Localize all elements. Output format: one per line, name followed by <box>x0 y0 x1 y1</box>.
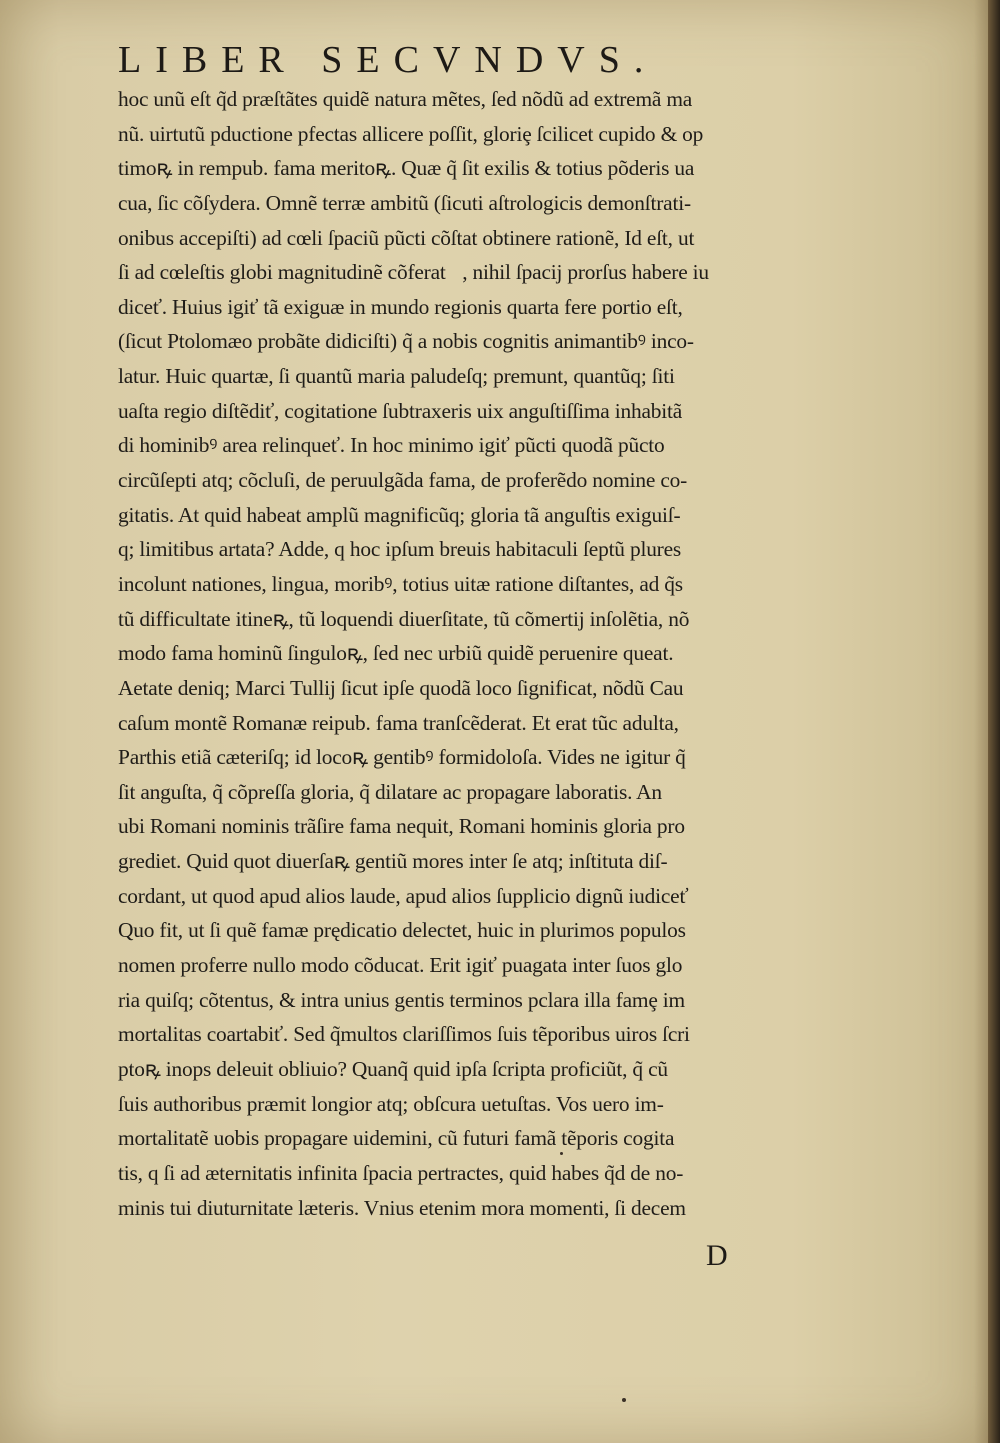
running-head: LIBER SECVNDVS. <box>118 39 658 81</box>
text-line-10: uaſta regio diſtẽdiť, cogitatione ſubtraxeris uix anguſtiſſima inhabitã <box>118 398 683 423</box>
text-line-31: mortalitatẽ uobis propagare uidemini, cũ futuri famã tẽporis cogita <box>118 1126 675 1151</box>
text-line-20: Parthis etiã cæteriſq; id locoꝶ gentibꝰ formidoloſa. Vides ne igitur q̃ <box>118 745 686 770</box>
text-line-7: diceť. Huius igiť tã exiguæ in mundo regionis quarta fere portio eſt, <box>118 294 683 319</box>
text-line-29: ptoꝶ inops deleuit obliuio? Quanq̃ quid ipſa ſcripta proficiũt, q̃ cũ <box>118 1056 668 1081</box>
text-line-25: Quo fit, ut ſi quẽ famæ prędicatio delectet, huic in plurimos populos <box>118 918 686 943</box>
text-line-6: ſi ad cœleſtis globi magnitudinẽ cõferatᷣ, nihil ſpacij prorſus habere iu <box>118 260 709 285</box>
paper-speck <box>622 1398 626 1402</box>
text-line-21: ſit anguſta, q̃ cõpreſſa gloria, q̃ dilatare ac propagare laboratis. An <box>118 779 662 804</box>
text-line-9: latur. Huic quartæ, ſi quantũ maria paludeſq; premunt, quantũq; ſiti <box>118 364 675 389</box>
text-line-4: cua, ſic cõſydera. Omnẽ terræ ambitũ (ſicuti aſtrologicis demonſtrati- <box>118 190 691 215</box>
text-line-33: minis tui diuturnitate læteris. Vnius etenim mora momenti, ſi decem <box>118 1195 686 1220</box>
text-line-17: modo fama hominũ ſinguloꝶ, ſed nec urbiũ quidẽ peruenire queat. <box>118 641 674 666</box>
text-line-8: (ſicut Ptolomæo probãte didiciſti) q̃ a nobis cognitis animantibꝰ inco- <box>118 329 694 354</box>
text-line-26: nomen proferre nullo modo cõducat. Erit igiť puagata inter ſuos glo <box>118 953 683 978</box>
text-line-32: tis, q ſi ad æternitatis infinita ſpacia pertractes, quid habes q̃d de no- <box>118 1160 684 1185</box>
text-line-1: hoc unũ eſt q̃d præſtãtes quidẽ natura mẽtes, ſed nõdũ ad extremã ma <box>118 87 693 111</box>
text-line-28: mortalitas coartabiť. Sed q̃multos clariſſimos ſuis tẽporibus uiros ſcri <box>118 1022 690 1047</box>
text-line-3: timoꝶ in rempub. fama meritoꝶ. Quæ q̃ ſit exilis & totius põderis ua <box>118 156 695 181</box>
text-line-12: circũſepti atq; cõcluſi, de peruulgãda fama, de proferẽdo nomine co- <box>118 468 688 493</box>
page-edge <box>988 0 1000 1443</box>
text-line-23: grediet. Quid quot diuerſaꝶ gentiũ mores inter ſe atq; inſtituta diſ- <box>118 849 668 874</box>
text-line-15: incolunt nationes, lingua, moribꝰ, totius uitæ ratione diſtantes, ad q̃s <box>118 571 683 596</box>
text-line-30: ſuis authoribus præmit longior atq; obſcura uetuſtas. Vos uero im- <box>118 1091 664 1116</box>
text-line-19: caſum montẽ Romanæ reipub. fama tranſcẽderat. Et erat tũc adulta, <box>118 710 679 735</box>
signature-mark: D <box>706 1239 728 1272</box>
text-line-5: onibus accepiſti) ad cœli ſpaciũ pũcti cõſtat obtinere rationẽ, Id eſt, ut <box>118 225 695 250</box>
text-line-11: di hominibꝰ area relinqueť. In hoc minimo igiť pũcti quodã pũcto <box>118 433 665 458</box>
paper-speck <box>560 1152 563 1155</box>
text-line-24: cordant, ut quod apud alios laude, apud alios ſupplicio dignũ iudiceť <box>118 883 689 908</box>
text-line-18: Aetate deniq; Marci Tullij ſicut ipſe quodã loco ſignificat, nõdũ Cau <box>118 675 684 700</box>
text-line-14: q; limitibus artata? Adde, q hoc ipſum breuis habitaculi ſeptũ plures <box>118 537 682 562</box>
text-line-16: tũ difficultate itineꝶ, tũ loquendi diuerſitate, tũ cõmertij inſolẽtia, nõ <box>118 606 690 631</box>
text-line-13: gitatis. At quid habeat amplũ magnificũq; gloria tã anguſtis exiguiſ- <box>118 502 681 527</box>
text-block <box>118 82 888 1225</box>
text-line-22: ubi Romani nominis trãſire fama nequit, Romani hominis gloria pro <box>118 814 685 839</box>
text-line-27: ria quiſq; cõtentus, & intra unius gentis terminos pclara illa famȩ im <box>118 987 685 1012</box>
text-line-2: nũ. uirtutũ pductione pfectas allicere poſſit, gloriȩ ſcilicet cupido & op <box>118 121 704 146</box>
